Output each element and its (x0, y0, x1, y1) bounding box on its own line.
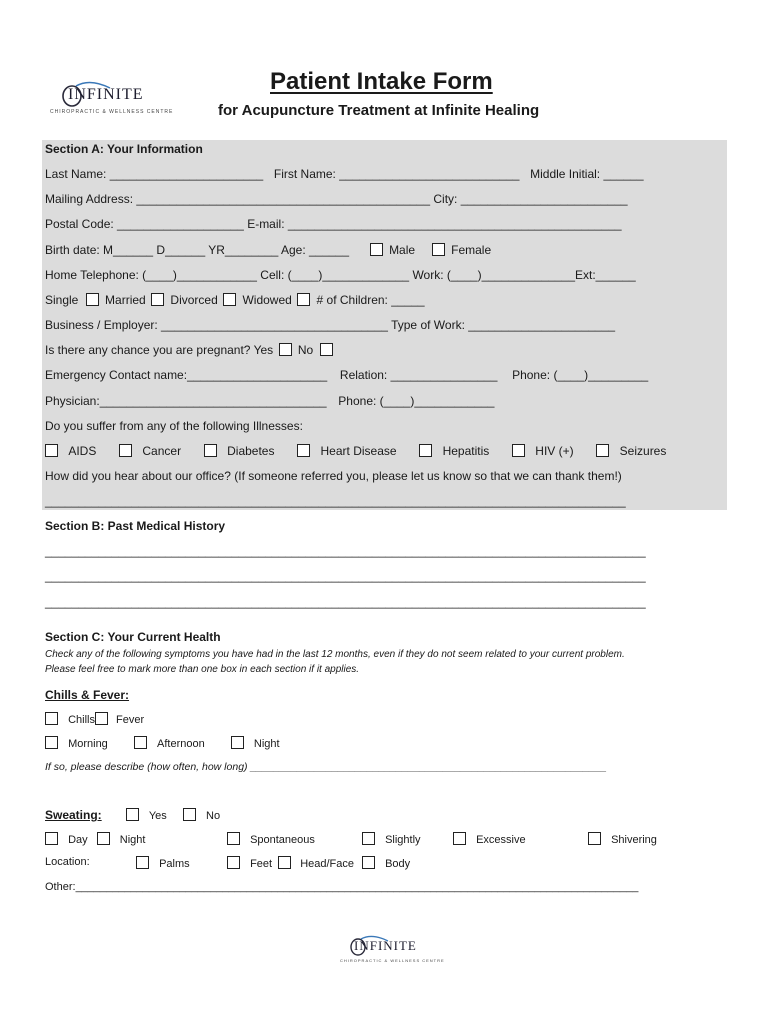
chills-checkbox[interactable] (45, 712, 58, 725)
chills-row (45, 712, 144, 726)
describe-field[interactable]: If so, please describe (how often, how long) _____________________________________________________________ (45, 761, 607, 773)
headface-label: Head/Face (300, 858, 355, 870)
location-row (45, 856, 725, 868)
section-a-heading: Section A: Your Information (45, 142, 203, 156)
footer-logo (340, 933, 445, 967)
first-name-field[interactable]: First Name: ___________________________ (273, 167, 520, 181)
other-field[interactable]: Other:____________________________________________________________________________________________ (45, 881, 639, 893)
sweating-row (45, 808, 220, 822)
body-label: Body (385, 858, 411, 870)
divorced-checkbox[interactable] (223, 293, 236, 306)
married-checkbox[interactable] (151, 293, 164, 306)
physician-phone-field[interactable]: Phone: (____)____________ (338, 394, 495, 408)
postal-row (45, 217, 622, 231)
postal-code-field[interactable]: Postal Code: ___________________ (45, 217, 244, 231)
last-name-field[interactable]: Last Name: _______________________ (45, 167, 264, 181)
email-field[interactable]: E-mail: __________________________________________________ (247, 217, 622, 231)
relation-field[interactable]: Relation: ________________ (339, 368, 498, 382)
fever-checkbox[interactable] (95, 712, 108, 725)
cell-field[interactable]: Cell: (____)_____________ (260, 268, 410, 282)
referral-field[interactable]: _______________________________________________________________________________________ (45, 494, 626, 508)
illness-label-heart-disease: Heart Disease (320, 444, 397, 458)
spontaneous-label: Spontaneous (250, 834, 315, 846)
morning-label: Morning (68, 738, 108, 750)
illness-label-hepatitis: Hepatitis (442, 444, 490, 458)
hiv-checkbox[interactable] (512, 444, 525, 457)
sweat-yes-label: Yes (148, 810, 167, 822)
section-b-heading: Section B: Past Medical History (45, 519, 226, 533)
emergency-phone-field[interactable]: Phone: (____)_________ (512, 368, 649, 382)
illness-label-hiv: HIV (+) (535, 444, 574, 458)
sweat-night-label: Night (119, 834, 146, 846)
pregnant-row (45, 343, 336, 357)
sweat-yes-checkbox[interactable] (126, 808, 139, 821)
page-subtitle: for Acupuncture Treatment at Infinite Healing (218, 102, 540, 119)
address-row (45, 192, 628, 206)
slightly-label: Slightly (385, 834, 421, 846)
divorced-label: Divorced (170, 293, 218, 307)
instructions-line-2: Please feel free to mark more than one box in each section if it applies. (45, 664, 360, 675)
page-title: Patient Intake Form (270, 68, 493, 95)
physician-row (45, 394, 494, 408)
illness-label-aids: AIDS (68, 444, 97, 458)
business-row (45, 318, 615, 332)
middle-initial-field[interactable]: Middle Initial: ______ (530, 167, 644, 181)
medical-history-line-1[interactable]: __________________________________________________________________________________________ (45, 544, 646, 558)
hepatitis-checkbox[interactable] (419, 444, 432, 457)
medical-history-line-3[interactable]: __________________________________________________________________________________________ (45, 595, 646, 609)
fever-label: Fever (116, 714, 145, 726)
single-checkbox[interactable] (86, 293, 99, 306)
illness-label-diabetes: Diabetes (227, 444, 275, 458)
illness-row (45, 444, 666, 458)
pregnant-no-label: No (297, 343, 314, 357)
type-of-work-field[interactable]: Type of Work: ______________________ (391, 318, 616, 332)
afternoon-checkbox[interactable] (134, 736, 147, 749)
children-field[interactable]: # of Children: _____ (316, 293, 425, 307)
medical-history-line-2[interactable]: __________________________________________________________________________________________ (45, 569, 646, 583)
logo (50, 78, 174, 120)
shivering-label: Shivering (611, 834, 657, 846)
chills-label: Chills (68, 714, 95, 726)
work-field[interactable]: Work: (____)______________Ext:______ (412, 268, 636, 282)
referral-question: How did you hear about our office? (If someone referred you, please let us know so that we can thank them!) (45, 469, 622, 483)
birth-age-field[interactable]: Birth date: M______ D______ YR________ Age: ______ (45, 243, 350, 257)
married-label: Married (105, 293, 146, 307)
business-field[interactable]: Business / Employer: __________________________________ (45, 318, 388, 332)
widowed-checkbox[interactable] (297, 293, 310, 306)
body-checkbox[interactable] (362, 856, 375, 869)
aids-checkbox[interactable] (45, 444, 58, 457)
pregnant-question: Is there any chance you are pregnant? Yes (45, 343, 274, 357)
afternoon-label: Afternoon (157, 738, 205, 750)
section-c-heading: Section C: Your Current Health (45, 630, 221, 644)
instructions-line-1: Check any of the following symptoms you have had in the last 12 months, even if they do not seem related to your current problem. (45, 649, 625, 660)
single-label: Single (45, 293, 79, 307)
footer-logo-word: INFINITE (354, 938, 417, 953)
excessive-checkbox[interactable] (453, 832, 466, 845)
night-checkbox[interactable] (231, 736, 244, 749)
female-checkbox[interactable] (432, 243, 445, 256)
emergency-row (45, 368, 648, 382)
birth-row (45, 243, 491, 257)
pregnant-no-checkbox[interactable] (320, 343, 333, 356)
feet-checkbox[interactable] (227, 856, 240, 869)
male-checkbox[interactable] (370, 243, 383, 256)
sweat-night-checkbox[interactable] (97, 832, 110, 845)
marital-row (45, 293, 425, 307)
palms-label: Palms (159, 858, 190, 870)
sweating-heading: Sweating: (45, 808, 102, 822)
location-label: Location: (45, 856, 90, 868)
night-label: Night (253, 738, 280, 750)
day-checkbox[interactable] (45, 832, 58, 845)
heart-disease-checkbox[interactable] (297, 444, 310, 457)
footer-logo-tagline: CHIROPRACTIC & WELLNESS CENTRE (340, 958, 445, 963)
time-of-day-row (45, 736, 280, 750)
widowed-label: Widowed (242, 293, 292, 307)
palms-checkbox[interactable] (136, 856, 149, 869)
emergency-contact-field[interactable]: Emergency Contact name:_____________________ (45, 368, 328, 382)
female-label: Female (451, 243, 492, 257)
home-telephone-field[interactable]: Home Telephone: (____)____________ (45, 268, 257, 282)
morning-checkbox[interactable] (45, 736, 58, 749)
phone-row (45, 268, 636, 282)
logo-word: INFINITE (68, 86, 144, 103)
diabetes-checkbox[interactable] (204, 444, 217, 457)
excessive-label: Excessive (476, 834, 526, 846)
physician-field[interactable]: Physician:__________________________________ (45, 394, 327, 408)
male-label: Male (389, 243, 416, 257)
slightly-checkbox[interactable] (362, 832, 375, 845)
name-row (45, 167, 644, 181)
mailing-address-field[interactable]: Mailing Address: ____________________________________________ (45, 192, 431, 206)
sweat-no-checkbox[interactable] (183, 808, 196, 821)
headface-checkbox[interactable] (278, 856, 291, 869)
spontaneous-checkbox[interactable] (227, 832, 240, 845)
feet-label: Feet (250, 858, 273, 870)
sweating-detail-row (45, 832, 725, 846)
cancer-checkbox[interactable] (119, 444, 132, 457)
illness-label-cancer: Cancer (142, 444, 182, 458)
logo-tagline: CHIROPRACTIC & WELLNESS CENTRE (50, 109, 174, 115)
seizures-checkbox[interactable] (596, 444, 609, 457)
pregnant-yes-checkbox[interactable] (279, 343, 292, 356)
day-label: Day (68, 834, 88, 846)
sweat-no-label: No (206, 810, 221, 822)
illness-question: Do you suffer from any of the following Illnesses: (45, 419, 303, 433)
shivering-checkbox[interactable] (588, 832, 601, 845)
city-field[interactable]: City: _________________________ (433, 192, 628, 206)
illness-label-seizures: Seizures (619, 444, 667, 458)
chills-fever-heading: Chills & Fever: (45, 688, 130, 702)
